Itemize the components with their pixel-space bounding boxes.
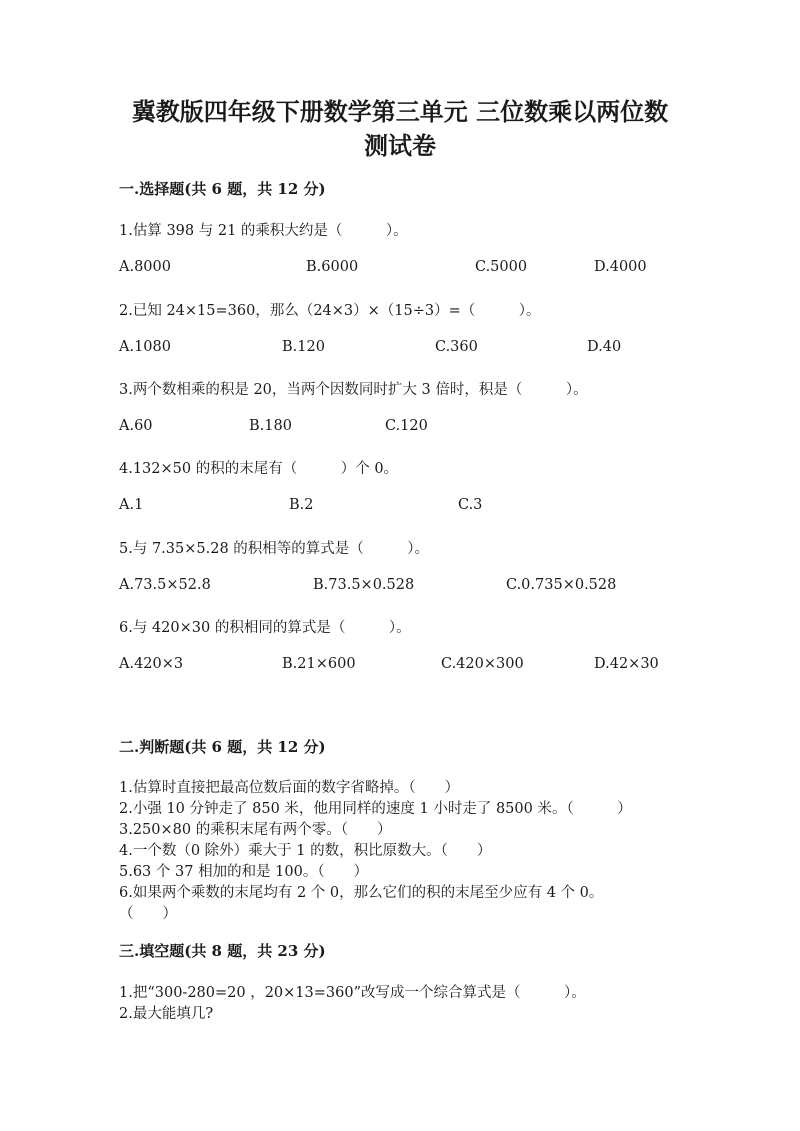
option-a: A.73.5×52.8 bbox=[119, 577, 211, 593]
document-title-line-1: 冀教版四年级下册数学第三单元 三位数乘以两位数 bbox=[131, 97, 669, 126]
option-b: B.180 bbox=[249, 418, 292, 434]
option-a: A.1 bbox=[119, 497, 144, 513]
list-item: 2.最大能填几? bbox=[119, 1006, 214, 1022]
list-item: 4.一个数（0 除外）乘大于 1 的数，积比原数大。（ ） bbox=[119, 843, 492, 859]
option-d: D.4000 bbox=[594, 259, 647, 275]
option-b: B.120 bbox=[282, 339, 325, 355]
section-heading-fill-in: 三.填空题(共 8 题，共 23 分) bbox=[119, 942, 326, 960]
option-b: B.21×600 bbox=[282, 656, 356, 672]
question-text: 2.已知 24×15=360，那么（24×3）×（15÷3）=（ ）。 bbox=[119, 303, 541, 319]
option-b: B.73.5×0.528 bbox=[313, 577, 415, 593]
question-text: 6.与 420×30 的积相同的算式是（ ）。 bbox=[119, 620, 411, 636]
option-b: B.2 bbox=[289, 497, 314, 513]
list-item: 5.63 个 37 相加的和是 100。（ ） bbox=[119, 864, 369, 880]
list-item: 1.估算时直接把最高位数后面的数字省略掉。（ ） bbox=[119, 780, 460, 796]
list-item: 1.把“300-280=20 ，20×13=360”改写成一个综合算式是（ ）。 bbox=[119, 985, 586, 1001]
option-b: B.6000 bbox=[306, 259, 359, 275]
question-text: 5.与 7.35×5.28 的积相等的算式是（ ）。 bbox=[119, 541, 430, 557]
option-d: D.40 bbox=[587, 339, 622, 355]
option-c: C.3 bbox=[458, 497, 483, 513]
section-heading-choice: 一.选择题(共 6 题，共 12 分) bbox=[119, 180, 326, 198]
option-a: A.60 bbox=[119, 418, 153, 434]
list-item: 6.如果两个乘数的末尾均有 2 个 0，那么它们的积的末尾至少应有 4 个 0。 bbox=[119, 885, 604, 901]
list-item: 2.小强 10 分钟走了 850 米，他用同样的速度 1 小时走了 8500 米。（ ） bbox=[119, 801, 632, 817]
section-heading-judgement: 二.判断题(共 6 题，共 12 分) bbox=[119, 738, 326, 756]
question-text: 4.132×50 的积的末尾有（ ）个 0。 bbox=[119, 461, 399, 477]
option-a: A.8000 bbox=[119, 259, 171, 275]
option-a: A.420×3 bbox=[119, 656, 184, 672]
list-item-continuation: （ ） bbox=[119, 906, 177, 922]
option-d: D.42×30 bbox=[594, 656, 659, 672]
option-c: C.120 bbox=[385, 418, 428, 434]
option-c: C.420×300 bbox=[441, 656, 524, 672]
option-a: A.1080 bbox=[119, 339, 171, 355]
option-c: C.5000 bbox=[475, 259, 528, 275]
question-text: 3.两个数相乘的积是 20，当两个因数同时扩大 3 倍时，积是（ ）。 bbox=[119, 382, 588, 398]
document-title-line-2: 测试卷 bbox=[364, 131, 436, 160]
question-text: 1.估算 398 与 21 的乘积大约是（ ）。 bbox=[119, 223, 408, 239]
list-item: 3.250×80 的乘积末尾有两个零。（ ） bbox=[119, 822, 392, 838]
option-c: C.0.735×0.528 bbox=[506, 577, 617, 593]
option-c: C.360 bbox=[435, 339, 478, 355]
